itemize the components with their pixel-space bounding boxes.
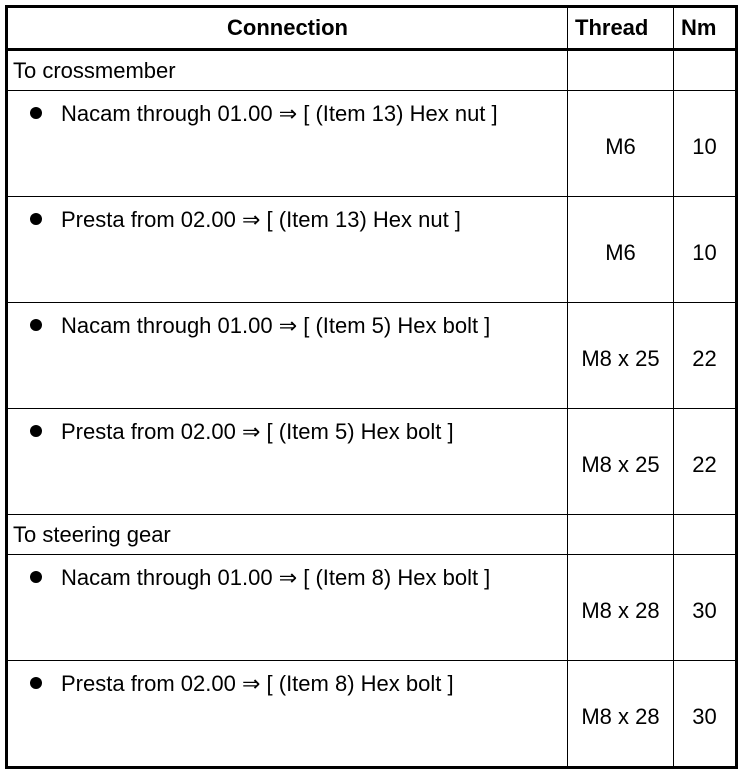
thread-cell (568, 50, 674, 91)
torque-specification-table (5, 5, 738, 769)
table-row (7, 91, 737, 197)
connection-text: Presta from 02.00 ⇒ [ (Item 13) Hex nut ] (61, 207, 461, 232)
bullet-icon (30, 213, 42, 225)
table-section-row (7, 50, 737, 91)
thread-cell (568, 515, 674, 555)
connection-text: Nacam through 01.00 ⇒ [ (Item 8) Hex bolt ] (61, 565, 491, 590)
section-label: To crossmember (7, 50, 568, 91)
torque-cell (674, 515, 737, 555)
header-nm: Nm (674, 7, 737, 50)
connection-cell (7, 661, 568, 768)
table-row (7, 197, 737, 303)
table-header-row (7, 7, 737, 50)
thread-cell: M6 (568, 197, 674, 303)
bullet-icon (30, 677, 42, 689)
bullet-icon (30, 107, 42, 119)
connection-text: Nacam through 01.00 ⇒ [ (Item 13) Hex nut ] (61, 101, 498, 126)
torque-cell (674, 50, 737, 91)
torque-cell: 22 (674, 303, 737, 409)
torque-cell: 10 (674, 197, 737, 303)
table-row (7, 303, 737, 409)
torque-cell: 10 (674, 91, 737, 197)
table-section-row (7, 515, 737, 555)
connection-cell (7, 197, 568, 303)
thread-cell: M8 x 25 (568, 303, 674, 409)
connection-text: Nacam through 01.00 ⇒ [ (Item 5) Hex bolt ] (61, 313, 491, 338)
torque-cell: 30 (674, 555, 737, 661)
connection-cell (7, 555, 568, 661)
connection-text: Presta from 02.00 ⇒ [ (Item 8) Hex bolt ] (61, 671, 454, 696)
thread-cell: M8 x 25 (568, 409, 674, 515)
connection-cell (7, 303, 568, 409)
bullet-icon (30, 571, 42, 583)
bullet-icon (30, 425, 42, 437)
connection-text: Presta from 02.00 ⇒ [ (Item 5) Hex bolt ] (61, 419, 454, 444)
thread-cell: M8 x 28 (568, 555, 674, 661)
header-connection: Connection (7, 7, 568, 50)
torque-cell: 22 (674, 409, 737, 515)
section-label: To steering gear (7, 515, 568, 555)
table-row (7, 555, 737, 661)
thread-cell: M8 x 28 (568, 661, 674, 768)
thread-cell: M6 (568, 91, 674, 197)
torque-cell: 30 (674, 661, 737, 768)
bullet-icon (30, 319, 42, 331)
connection-cell (7, 91, 568, 197)
header-thread: Thread (568, 7, 674, 50)
table-row (7, 661, 737, 768)
connection-cell (7, 409, 568, 515)
table-row (7, 409, 737, 515)
